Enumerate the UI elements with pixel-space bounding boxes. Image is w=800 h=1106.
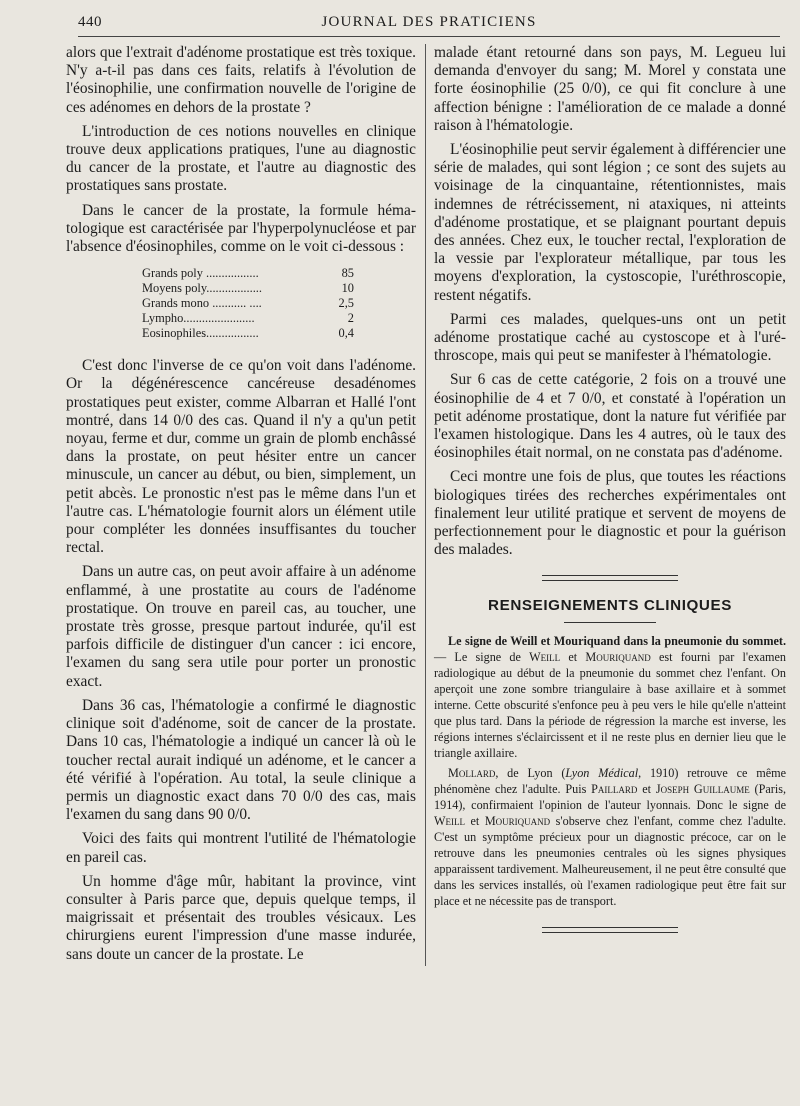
paragraph: Sur 6 cas de cette catégorie, 2 fois on a trouvé une éosinophilie de 4 et 7 0/0, et constaté à l'opération un petit adénome prostatique, dont la nature fut vérifiée par l'examen histologique. Dans les 4 autres, où le taux des éosinophiles était normal, on ne constata pas d'adénome.	[434, 371, 786, 462]
formula-value: 85	[341, 266, 354, 281]
title-underline	[564, 622, 656, 623]
formula-row	[142, 296, 354, 311]
section-divider	[542, 575, 678, 581]
clinical-note	[434, 765, 786, 909]
formula-value: 10	[341, 281, 354, 296]
formula-row	[142, 281, 354, 296]
note-text: , de Lyon (	[495, 766, 566, 781]
author-name: Mouriquand	[585, 650, 651, 665]
paragraph: Dans un autre cas, on peut avoir affaire à un adénome enflammé, à une prostatite au cours de l'adénome prostatique. On trouve en pareil cas, au toucher, une prostate très grosse, presque partout indurée, qu'il est parfois difficile de distinguer d'un cancer : ici encore, l'examen du sang sera utile pour porter un pronostic exact.	[66, 563, 416, 690]
paragraph: Ceci montre une fois de plus, que toutes les réactions biologiques tirées des recherches expérimentales ont finalement leur utilité pratique et servent de moyens de perfectionnement pour le diagnostic et pour la guérison des malades.	[434, 468, 786, 559]
hematology-formula-table	[142, 266, 354, 341]
paragraph: Parmi ces malades, quelques-uns ont un petit adénome prostatique caché au cystoscope et à l'uréthroscope, mais qui peut se manifester à l'hématologie.	[434, 310, 786, 365]
paragraph: malade étant retourné dans son pays, M. Legueu lui demanda d'envoyer du sang; M. Morel y constata une forte éosinophilie (25 0/0), ce qui fit conclure à une affection bénigne : l'amélioration de ce malade a donné raison à l'hématologie.	[434, 44, 786, 134]
paragraph: C'est donc l'inverse de ce qu'on voit dans l'adénome. Or la dégénérescence cancéreuse desadénomes prostatiques peut exister, comme Albarran et Hallé l'ont montré, dans 14 0/0 des cas. Quand il n'y a qu'un petit noyau, ferme et dur, comme un grain de plomb enchâssé dans la prostate, on peut hésiter entre un cancer minuscule, un cancer au début, ou bien, simplement, un petit abcès. Le pronostic n'est pas le même dans l'un et l'autre cas. L'hématologie fournit alors un élément utile pour compléter les données insuffisantes du toucher rectal.	[66, 357, 416, 557]
note-text: s'observe chez l'enfant, comme chez l'adulte. C'est un symptôme précieux pour un diagnostic précoce, car on le retrouve dans les pneumonies centrales où les signes physiques apparaissent tardivement. Malheureusement, il ne peut être consulté que dans les services installés, où l'examen radiologique peut être fait sur place et ne nécessite pas de transport.	[434, 814, 787, 909]
paragraph: Un homme d'âge mûr, habitant la province, vint consulter à Paris parce que, depuis quelque temps, il maigrissait et présentait des troubles vésicaux. Les chirurgiens eurent l'impression d'une masse indurée, sans doute un cancer de la prostate. Le	[66, 872, 416, 963]
author-name: Weill	[434, 814, 465, 829]
right-column	[434, 44, 786, 933]
author-name: Paillard	[591, 782, 638, 797]
left-column	[66, 44, 416, 970]
paragraph: L'introduction de ces notions nouvelles en clinique trouve deux applications pratiques, l'une au diagnostic du cancer de la prostate, et l'autre au diagnostic des prostatiques sans prostate.	[66, 122, 416, 195]
note-text: — Le signe de	[434, 650, 530, 665]
note-text: et	[465, 814, 485, 829]
formula-row	[142, 326, 354, 341]
clinical-note	[434, 633, 786, 761]
paragraph: L'éosinophilie peut servir également à différencier une série de malades, qui sont légion ; ce sont des sujets au voisinage de la cinquantaine, rétentionnistes, mais indemnes de rétrécissement, ni ataxiques, ni atteints d'adénome prostatique, et se plaignant pourtant depuis des années. Chez eux, le toucher rectal, l'exploration de la vessie par l'explorateur métallique, par tous les moyens d'exploration, la cystoscopie, l'uréthroscopie, restent négatifs.	[434, 141, 786, 304]
page-number: 440	[78, 14, 102, 30]
note-text: , 1910) retrouve ce même phénomène chez l'adulte. Puis	[434, 766, 786, 797]
note-text: et	[560, 650, 586, 665]
author-name: Mollard	[448, 766, 496, 781]
formula-label: Moyens poly..................	[142, 281, 263, 296]
end-divider	[542, 927, 678, 933]
formula-value: 2,5	[338, 296, 354, 311]
formula-row	[142, 311, 354, 326]
formula-label: Grands mono ........... ....	[142, 296, 262, 311]
clinical-notes	[434, 633, 786, 909]
formula-value: 0,4	[338, 326, 354, 341]
author-name: Weill	[529, 650, 561, 665]
source-title: Lyon Médical	[565, 766, 639, 781]
formula-row	[142, 266, 354, 281]
page-header	[78, 10, 780, 37]
author-name: Joseph Guillaume	[655, 782, 750, 797]
journal-title: JOURNAL DES PRATICIENS	[321, 14, 537, 30]
author-name: Mouriquand	[484, 814, 551, 829]
note-text: et	[637, 782, 656, 797]
note-title: Le signe de Weill et Mouriquand dans la pneumonie du sommet.	[448, 634, 786, 649]
paragraph: Dans 36 cas, l'hématologie a confirmé le diagnostic clinique soit d'adénome, soit de cancer de la prostate. Dans 10 cas, l'hématologie a indiqué un cancer là où le toucher rectal aurait indiqué un adénome, et le cancer a été vérifié à l'opération. Au total, la seule clinique a permis un diagnostic exact dans 70 0/0 des cas, mais l'examen du sang dans 90 0/0.	[66, 696, 416, 824]
formula-label: Eosinophiles.................	[142, 326, 259, 341]
paragraph: alors que l'extrait d'adénome prostatique est très toxique. N'y a-t-il pas dans ces faits, relatifs à l'évolution de l'éosinophilie, une confirmation nouvelle de l'origine de ces adénomes en dehors de la prostate ?	[66, 44, 416, 116]
formula-label: Lympho.......................	[142, 311, 255, 326]
formula-label: Grands poly .................	[142, 266, 259, 281]
section-title: RENSEIGNEMENTS CLINIQUES	[488, 597, 732, 615]
column-divider	[425, 44, 426, 966]
note-text: (Paris, 1914), confirmaient l'opinion de l'auteur lyonnais. Donc le signe de	[434, 782, 787, 813]
formula-value: 2	[347, 311, 354, 326]
note-text: est fourni par l'examen radiologique au début de la pneumonie du sommet chez l'enfant. On aperçoit une zone sombre triangulaire à base axillaire et à sommet interne. Cette obscurité s'enfonce peu à peu vers le hile qu'elle n'atteint que plus tard. Dans la période de régression la marche est inverse, les régions internes s'éclaircissent et il ne reste plus en dernier lieu que le triangle axillaire.	[434, 650, 786, 761]
paragraph: Voici des faits qui montrent l'utilité de l'hématologie en pareil cas.	[66, 830, 416, 866]
paragraph: Dans le cancer de la prostate, la formule hématologique est caractérisée par l'hyperpolynucléose et par l'absence d'éosinophiles, comme on le voit ci-dessous :	[66, 201, 416, 256]
